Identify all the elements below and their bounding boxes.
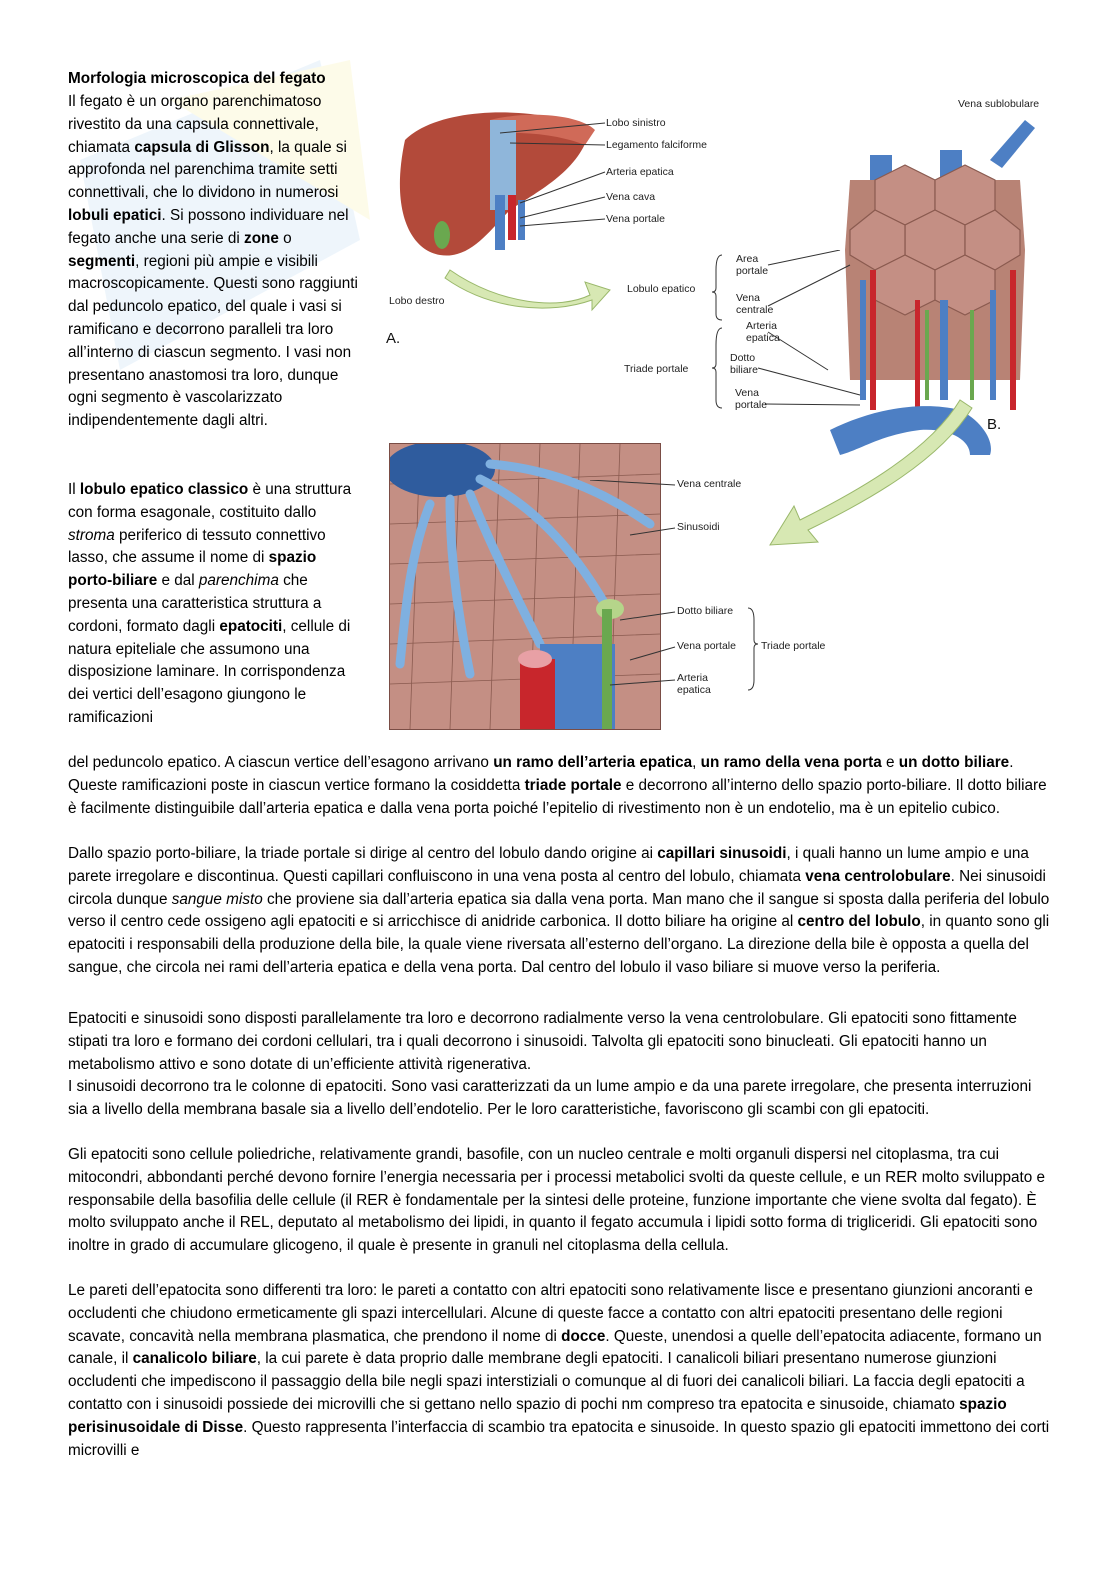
text-run: e decorrono all’interno dello spazio porto-biliare. Il dotto biliare è facilmente distinguibile dall’arteria epatica e dalla vena porta poiché l’epitelio di rivestimento non è un endotelio, ma è un epitelio cubico. (68, 776, 1047, 817)
label-vena-cava: Vena cava (606, 191, 656, 203)
text-run: Gli epatociti sono cellule poliedriche, relativamente grandi, basofile, con un nucleo centrale e molti organuli dispersi nel citoplasma, tra cui mitocondri, abbondanti perché devono fornire l’energia necessaria per i processi metabolici svolti da queste cellule, e un RER molto sviluppato e responsabile della basofilia delle cellule (il RER è fondamentale per la sintesi delle proteine, funzione importante che viene svolta dal fegato). È molto sviluppato anche il REL, deputato al metabolismo dei lipidi, in quanto il fegato accumula i lipidi sotto forma di trigliceridi. Gli epatociti sono inoltre in grado di accumulare glicogeno, il quale è presente in granuli nel citoplasma della cellula. (68, 1146, 1045, 1255)
text-run: , in quanto sono gli epatociti i responsabili della produzione della bile, la quale viene riversata all’esterno dell’organo. La direzione della bile è opposta a quella del sangue, che circola nei rami dell’arteria epatica e della vena porta. Dal centro del lobulo il vaso biliare si muove verso la periferia. (68, 913, 1050, 976)
label-arteria-epatica-a: Arteria epatica (606, 166, 674, 178)
label-lobo-destro: Lobo destro (389, 295, 445, 307)
text-run: , regioni più ampie e visibili macroscopicamente. Questi sono raggiunti dal peduncolo epatico, del quale i vasi si ramificano e decorrono paralleli tra loro all’interno di ciascun segmento. I vasi non presentano anastomosi tra loro, dunque ogni segmento è vascolarizzato indipendentemente dagli altri. (68, 252, 358, 430)
bold-term: zone (244, 229, 279, 247)
paragraph-epatociti-struttura (68, 1144, 1052, 1258)
paragraph-lobulo-continued (68, 752, 1052, 820)
paragraph-intro (68, 91, 364, 433)
label-dotto-biliare-b: Dotto biliare (730, 352, 759, 376)
text-run: è una struttura con forma esagonale, costituito dallo (68, 481, 352, 521)
label-arteria-epatica-b: Arteria epatica (746, 320, 780, 344)
figure-a-leaders (490, 118, 610, 228)
text-run: che proviene sia dall’arteria epatica sia dalla vena porta. Man mano che il sangue si sposta dalla periferia del lobulo verso il centro cede ossigeno agli epatociti e si arricchisce di anidride carbonica. Il dotto biliare ha origine al (68, 890, 1050, 931)
bold-term: triade portale (524, 776, 622, 794)
paragraph-pareti-epatocita (68, 1280, 1052, 1462)
text-run: Le pareti dell’epatocita sono differenti tra loro: le pareti a contatto con altri epatociti sono relativamente lisce e presentano giunzioni ancoranti e occludenti che chiudono ermeticamente gli spazi intercellulari. Alcune di queste facce a contatto con altri epatociti presentano delle regioni scavate, concavità nella membrana plasmatica, che prendono il nome di (68, 1282, 1033, 1345)
bold-term: vena centrolobulare (805, 867, 951, 885)
text-run: e dal (157, 572, 199, 590)
bold-term: capsula di Glisson (134, 138, 270, 156)
label-lobulo-epatico: Lobulo epatico (627, 283, 696, 295)
text-run: Il fegato è un organo parenchimatoso rivestito da una capsula connettivale, chiamata (68, 93, 322, 156)
text-run: Il (68, 481, 80, 498)
label-legamento-falciforme: Legamento falciforme (606, 139, 707, 151)
bold-term: capillari sinusoidi (657, 845, 787, 862)
label-triade-portale-b: Triade portale (624, 363, 689, 375)
text-run: e (881, 754, 899, 771)
bold-term: canalicolo biliare (132, 1350, 257, 1368)
bold-term: un dotto biliare (898, 754, 1010, 771)
label-lobo-sinistro: Lobo sinistro (606, 117, 666, 129)
italic-term: parenchima (198, 572, 279, 590)
bold-term: spazio perisinusoidale di Disse (68, 1395, 1007, 1436)
label-vena-centrale-b: Vena centrale (736, 292, 774, 316)
text-run: , la quale si approfonda nel parenchima tramite setti connettivali, che lo dividono in numerosi (68, 138, 347, 202)
text-run: I sinusoidi decorrono tra le colonne di epatociti. Sono vasi caratterizzati da un lume ampio e da una parete irregolare, che presenta interruzioni sia a livello della membrana basale sia a livello dell’endotelio. Per le loro caratteristiche, favoriscono gli scambi con gli epatociti. (68, 1078, 1032, 1118)
paragraph-lobulo (68, 479, 364, 730)
text-run: , (692, 754, 701, 771)
bold-term: un ramo dell’arteria epatica (493, 754, 693, 771)
text-run: Dallo spazio porto-biliare, la triade portale si dirige al centro del lobulo dando origine ai (68, 845, 658, 862)
figure-b-letter: B. (987, 416, 1002, 433)
label-vena-portale-a: Vena portale (606, 213, 665, 225)
figure-a-letter: A. (386, 330, 401, 347)
bold-term: un ramo della vena porta (700, 754, 882, 771)
text-run: , la cui parete è data proprio dalle membrane degli epatociti. I canalicoli biliari presentano numerose giunzioni occludenti che impediscono il passaggio della bile negli spazi interstiziali o comunque al di fuori dei canalicoli biliari. La faccia degli epatociti a contatto con i sinusoidi possiede dei microvilli che si gettano nello spazio di pochi nm compreso tra epatocita e sinusoide, chiamato (68, 1350, 1025, 1413)
page-title: Morfologia microscopica del fegato (68, 70, 326, 87)
label-arteria-epatica-c: Arteria epatica (677, 672, 711, 696)
text-run: . Queste, unendosi a quelle dell’epatocita adiacente, formano un canale, il (68, 1327, 1042, 1368)
label-vena-portale-c: Vena portale (677, 640, 736, 652)
label-area-portale: Area portale (736, 253, 769, 277)
text-run: o (278, 229, 292, 247)
text-run: , cellule di natura epiteliale che assumono una disposizione laminare. In corrispondenza dei vertici dell’esagono giungono le ramificazioni (68, 617, 351, 726)
connector-arrow (760, 380, 980, 560)
paragraph-sinusoidi-caratteristiche (68, 1076, 1052, 1122)
label-triade-portale-c: Triade portale (761, 640, 826, 652)
label-vena-portale-b: Vena portale (735, 387, 768, 411)
bold-term: segmenti (68, 252, 136, 270)
text-run: . Nei sinusoidi circola dunque (68, 867, 1046, 908)
bold-term: docce (561, 1327, 606, 1345)
paragraph-epatociti-disposizione (68, 1008, 1052, 1076)
label-vena-sublobulare: Vena sublobulare (958, 98, 1040, 110)
text-run: . Queste ramificazioni poste in ciascun vertice formano la cosiddetta (68, 754, 1014, 794)
bold-term: lobuli epatici (68, 206, 162, 224)
italic-term: sangue misto (171, 890, 263, 908)
paragraph-sinusoidi (68, 843, 1052, 980)
text-run: . Si possono individuare nel fegato anche una serie di (68, 206, 349, 247)
italic-term: stroma (68, 526, 115, 544)
text-run: periferico di tessuto connettivo lasso, che assume il nome di (68, 526, 326, 567)
bold-term: centro del lobulo (797, 913, 921, 931)
text-run: . Questo rappresenta l’interfaccia di scambio tra epatocita e sinusoide. In questo spazio gli epatociti immettono dei corti microvilli e (68, 1418, 1050, 1459)
figure-c-leaders (590, 480, 760, 695)
label-vena-centrale-c: Vena centrale (677, 478, 742, 490)
bold-term: lobulo epatico classico (79, 481, 249, 498)
text-run: Epatociti e sinusoidi sono disposti parallelamente tra loro e decorrono radialmente verso la vena centrolobulare. Gli epatociti sono fittamente stipati tra loro e formano dei cordoni cellulari, tra i quali decorrono i sinusoidi. Talvolta gli epatociti sono binucleati. Gli epatociti hanno un metabolismo attivo e sono dotate di un’efficiente attività rigenerativa. (68, 1010, 1017, 1073)
bold-term: epatociti (219, 617, 283, 635)
bold-term: spazio porto-biliare (68, 549, 317, 590)
text-run: del peduncolo epatico. A ciascun vertice dell’esagono arrivano (68, 754, 494, 771)
text-run: che presenta una caratteristica struttura a cordoni, formato dagli (68, 572, 322, 635)
label-dotto-biliare-c: Dotto biliare (677, 605, 734, 617)
text-run: , i quali hanno un lume ampio e una parete irregolare e discontinua. Questi capillari confluiscono in una vena posta al centro del lobulo, chiamata (68, 845, 1029, 885)
label-sinusoidi: Sinusoidi (677, 521, 720, 533)
